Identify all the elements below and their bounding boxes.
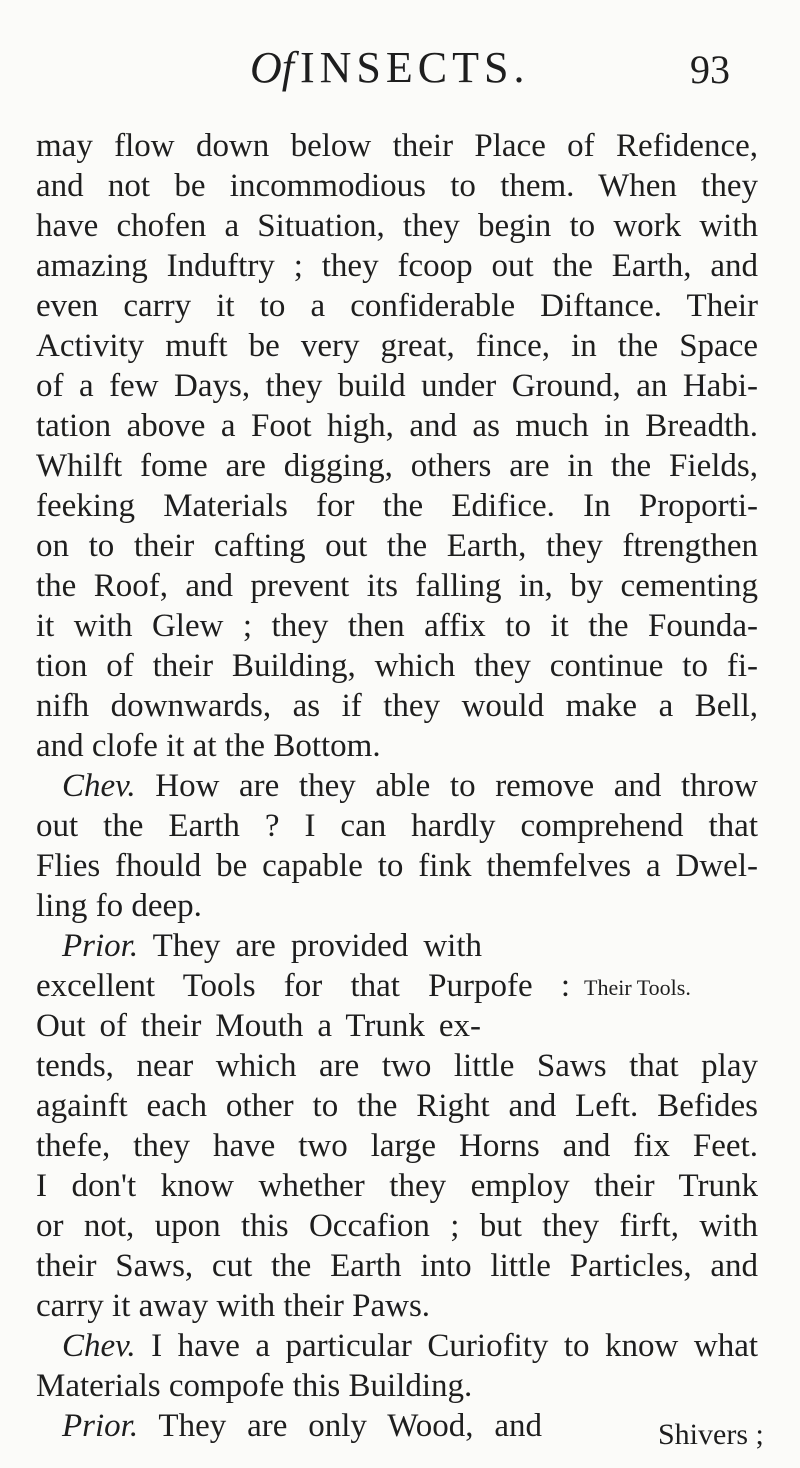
text-line: Whilft fome are digging, others are in the Fields, (36, 448, 758, 484)
dialogue-text: I have a particular Curiofity to know what (151, 1328, 759, 1364)
dialogue-text: They are only Wood, and (158, 1408, 543, 1444)
text-line: feeking Materials for the Edifice. In Proporti- (36, 488, 758, 524)
text-line: I don't know whether they employ their Trunk (36, 1168, 758, 1204)
text-line: Out of their Mouth a Trunk ex- (36, 1008, 481, 1044)
speaker-label: Chev. (62, 768, 136, 804)
text-line: againft each other to the Right and Left. Befides (36, 1088, 758, 1124)
text-line: the Roof, and prevent its falling in, by cementing (36, 568, 758, 604)
catchword: Shivers ; (658, 1418, 764, 1451)
text-line: tion of their Building, which they continue to fi- (36, 648, 758, 684)
dialogue-line (62, 1326, 758, 1366)
speaker-label: Prior. (62, 1408, 139, 1444)
running-title-word: INSECTS. (300, 43, 530, 92)
text-line: their Saws, cut the Earth into little Particles, and (36, 1248, 758, 1284)
dialogue-text: How are they able to remove and throw (155, 768, 759, 804)
text-line: Materials compofe this Building. (36, 1368, 473, 1404)
text-line: out the Earth ? I can hardly comprehend that (36, 808, 758, 844)
running-title (250, 42, 529, 93)
dialogue-line (62, 1406, 542, 1446)
text-line: it with Glew ; they then affix to it the Founda- (36, 608, 758, 644)
text-line: or not, upon this Occafion ; but they firft, with (36, 1208, 758, 1244)
text-line: thefe, they have two large Horns and fix Feet. (36, 1128, 758, 1164)
dialogue-line (62, 926, 482, 966)
text-line: and clofe it at the Bottom. (36, 728, 381, 764)
text-line: nifh downwards, as if they would make a Bell, (36, 688, 758, 724)
text-line: have chofen a Situation, they begin to work with (36, 208, 758, 244)
dialogue-text: They are provided with (152, 928, 483, 964)
page-header (0, 42, 800, 102)
text-line: on to their cafting out the Earth, they ftrengthen (36, 528, 758, 564)
text-line: Flies fhould be capable to fink themfelves a Dwel- (36, 848, 758, 884)
speaker-label: Chev. (62, 1328, 136, 1364)
text-line: tation above a Foot high, and as much in Breadth. (36, 408, 758, 444)
text-line: may flow down below their Place of Refidence, (36, 128, 758, 164)
running-title-of: Of (250, 43, 294, 92)
text-line: and not be incommodious to them. When they (36, 168, 758, 204)
text-line: amazing Induftry ; they fcoop out the Earth, and (36, 248, 758, 284)
dialogue-line (62, 766, 758, 806)
text-line: excellent Tools for that Purpofe : (36, 968, 570, 1004)
speaker-label: Prior. (62, 928, 139, 964)
text-line: carry it away with their Paws. (36, 1288, 431, 1324)
text-line: tends, near which are two little Saws that play (36, 1048, 758, 1084)
text-line: of a few Days, they build under Ground, an Habi- (36, 368, 758, 404)
text-line: ling fo deep. (36, 888, 202, 924)
text-line: Activity muft be very great, fince, in the Space (36, 328, 758, 364)
text-line: even carry it to a confiderable Diftance. Their (36, 288, 758, 324)
page-number: 93 (690, 47, 730, 92)
margin-note-tools: Their Tools. (584, 975, 691, 1000)
